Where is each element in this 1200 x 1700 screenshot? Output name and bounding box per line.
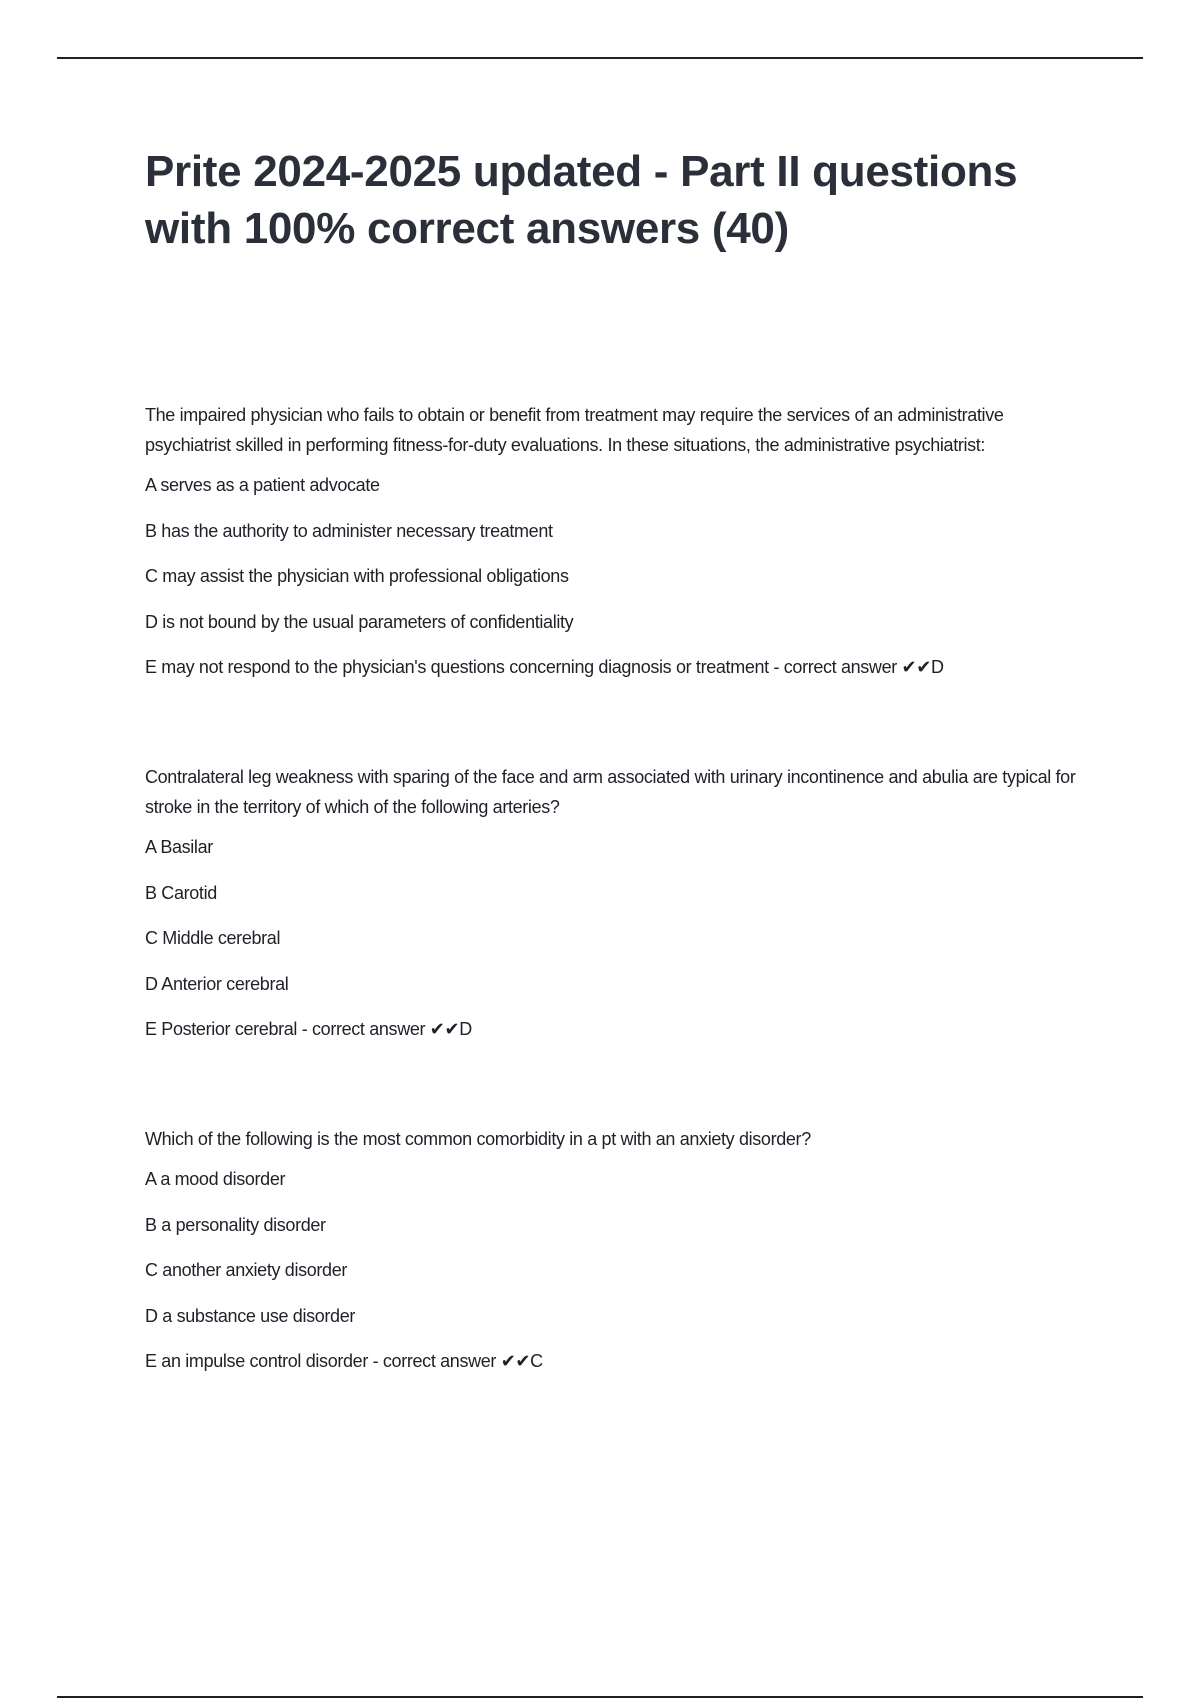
question-list bbox=[145, 400, 1085, 1456]
option-b: B a personality disorder bbox=[145, 1214, 326, 1235]
document-title: Prite 2024-2025 updated - Part II questions with 100% correct answers (40) bbox=[145, 147, 1018, 253]
question-3 bbox=[145, 1124, 1085, 1372]
option-b: B has the authority to administer necessary treatment bbox=[145, 520, 553, 541]
header-rule bbox=[57, 57, 1143, 59]
question-stem: Which of the following is the most common comorbidity in a pt with an anxiety disorder? bbox=[145, 1129, 811, 1149]
option-e-with-answer: E may not respond to the physician's questions concerning diagnosis or treatment - correct answer ✔✔D bbox=[145, 657, 944, 677]
option-e-with-answer: E Posterior cerebral - correct answer ✔✔D bbox=[145, 1019, 472, 1039]
option-c: C Middle cerebral bbox=[145, 928, 281, 948]
option-b: B Carotid bbox=[145, 882, 217, 903]
option-d: D is not bound by the usual parameters of confidentiality bbox=[145, 611, 574, 632]
option-c: C may assist the physician with professional obligations bbox=[145, 566, 569, 586]
option-a: A Basilar bbox=[145, 837, 213, 857]
option-d: D a substance use disorder bbox=[145, 1305, 356, 1326]
question-1 bbox=[145, 400, 1085, 678]
footer-rule bbox=[57, 1696, 1143, 1698]
question-2 bbox=[145, 762, 1085, 1040]
option-a: A a mood disorder bbox=[145, 1169, 286, 1189]
option-e-with-answer: E an impulse control disorder - correct answer ✔✔C bbox=[145, 1351, 543, 1371]
option-c: C another anxiety disorder bbox=[145, 1260, 348, 1280]
question-stem: The impaired physician who fails to obtain or benefit from treatment may require the services of an administrative psychiatrist skilled in performing fitness-for-duty evaluations. In these situations, the administrative psychiatrist: bbox=[145, 405, 1004, 455]
question-stem: Contralateral leg weakness with sparing of the face and arm associated with urinary incontinence and abulia are typical for stroke in the territory of which of the following arteries? bbox=[145, 767, 1076, 817]
option-a: A serves as a patient advocate bbox=[145, 475, 380, 495]
option-d: D Anterior cerebral bbox=[145, 973, 289, 994]
